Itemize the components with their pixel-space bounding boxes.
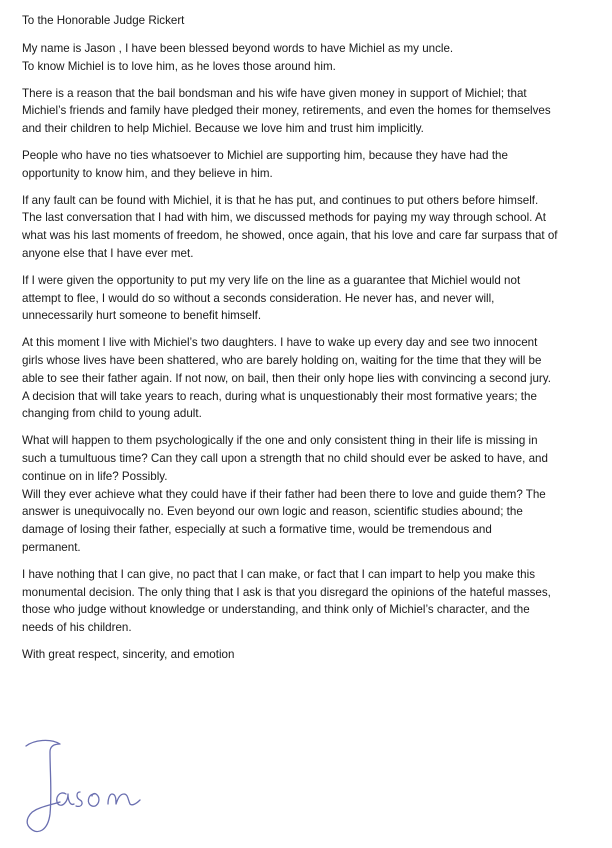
paragraph-line: such a tumultuous time? Can they call upon a strength that no child should ever be asked to have, and — [22, 451, 548, 465]
paragraph-line: My name is Jason , I have been blessed beyond words to have Michiel as my uncle. — [22, 42, 454, 55]
paragraph-line: changing from child to young adult. — [22, 407, 202, 421]
paragraph-line: There is a reason that the bail bondsman and his wife have given money in support of Michiel; that — [22, 86, 527, 100]
paragraph-line: damage of losing their father, especially at such a formative time, would be tremendous and — [22, 523, 492, 537]
paragraph-2 — [22, 85, 600, 138]
paragraph-line: and their children to help Michiel. Because we love him and trust him implicitly. — [22, 122, 424, 136]
paragraph-line: Michiel’s friends and family have pledged their money, retirements, and even the homes for themselves — [22, 104, 551, 118]
paragraph-line: The last conversation that I had with him, we discussed methods for paying my way through school. At — [22, 211, 546, 225]
paragraph-line: A decision that will take years to reach, during what is unquestionably their most formative years; the — [22, 389, 537, 403]
paragraph-line: attempt to flee, I would do so without a seconds consideration. He never has, and never will, — [22, 291, 495, 305]
paragraph-line: able to see their father again. If not now, on bail, then their only hope lies with convincing a second jury. — [22, 371, 551, 385]
paragraph-line: needs of his children. — [22, 621, 132, 635]
paragraph-5 — [22, 272, 600, 325]
letter-closing: With great respect, sincerity, and emotion — [22, 647, 235, 661]
paragraph-line: what was his last moments of freedom, he showed, once again, that his love and care far surpass that of — [22, 229, 558, 243]
paragraph-line: anyone else that I have ever met. — [22, 246, 194, 260]
paragraph-line: At this moment I live with Michiel’s two daughters. I have to wake up every day and see two innocent — [22, 336, 538, 350]
paragraph-line: To know Michiel is to love him, as he loves those around him. — [22, 59, 336, 73]
paragraph-1 — [22, 40, 600, 76]
paragraph-line: continue on in life? Possibly. — [22, 469, 168, 483]
paragraph-line: opportunity to know him, and they believe in him. — [22, 166, 273, 180]
paragraph-line: What will happen to them psychologically if the one and only consistent thing in their life is missing in — [22, 434, 538, 448]
paragraph-line: Will they ever achieve what they could have if their father had been there to love and guide them? The — [22, 487, 546, 501]
letter-salutation: To the Honorable Judge Rickert — [22, 14, 185, 27]
letter-body — [22, 12, 600, 663]
paragraph-4 — [22, 192, 600, 263]
paragraph-line: those who judge without knowledge or understanding, and think only of Michiel’s character, and the — [22, 603, 530, 617]
paragraph-line: permanent. — [22, 540, 81, 554]
paragraph-line: If I were given the opportunity to put my very life on the line as a guarantee that Michiel would not — [22, 273, 521, 287]
paragraph-line: I have nothing that I can give, no pact that I can make, or fact that I can impart to help you make this — [22, 567, 535, 581]
paragraph-line: unnecessarily hurt someone to benefit himself. — [22, 309, 262, 323]
paragraph-line: answer is unequivocally no. Even beyond our own logic and reason, scientific studies abound; the — [22, 505, 523, 519]
paragraph-line: monumental decision. The only thing that I ask is that you disregard the opinions of the hateful masses, — [22, 585, 551, 599]
paragraph-7 — [22, 432, 600, 557]
paragraph-line: girls whose lives have been shattered, who are barely holding on, waiting for the time that they will be — [22, 353, 542, 367]
handwritten-signature — [20, 738, 150, 838]
paragraph-3 — [22, 147, 600, 183]
paragraph-line: If any fault can be found with Michiel, it is that he has put, and continues to put others before himself. — [22, 193, 539, 207]
paragraph-6 — [22, 334, 600, 423]
paragraph-8 — [22, 566, 600, 637]
paragraph-line: People who have no ties whatsoever to Michiel are supporting him, because they have had the — [22, 148, 508, 162]
